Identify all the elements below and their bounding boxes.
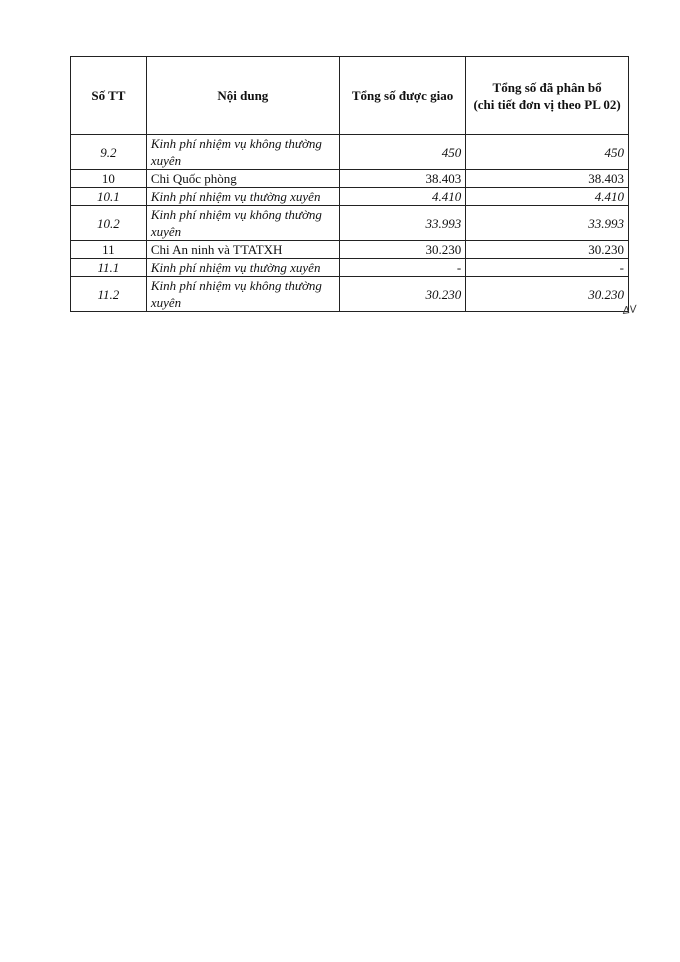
- row-da-phan-bo: 450: [466, 135, 629, 170]
- table-row: [71, 277, 629, 312]
- row-stt: 10.1: [71, 188, 147, 206]
- header-tong-da-phan-bo-line1: Tổng số đã phân bổ: [492, 79, 602, 95]
- handwritten-initials: ΔV: [622, 304, 638, 317]
- row-noi-dung: Chi An ninh và TTATXH: [146, 241, 339, 259]
- table-row: [71, 170, 629, 188]
- row-duoc-giao: 33.993: [339, 206, 465, 241]
- row-stt: 10: [71, 170, 147, 188]
- budget-allocation-table: [70, 56, 629, 312]
- row-da-phan-bo: 30.230: [466, 277, 629, 312]
- budget-table-container: [70, 56, 629, 312]
- row-stt: 11.2: [71, 277, 147, 312]
- row-noi-dung: Kinh phí nhiệm vụ không thường xuyên: [146, 135, 339, 170]
- table-header-row: [71, 57, 629, 135]
- row-da-phan-bo: 4.410: [466, 188, 629, 206]
- row-stt: 11: [71, 241, 147, 259]
- row-noi-dung: Kinh phí nhiệm vụ thường xuyên: [146, 259, 339, 277]
- row-da-phan-bo: 38.403: [466, 170, 629, 188]
- row-da-phan-bo: 30.230: [466, 241, 629, 259]
- row-duoc-giao: -: [339, 259, 465, 277]
- row-stt: 10.2: [71, 206, 147, 241]
- row-duoc-giao: 30.230: [339, 241, 465, 259]
- row-duoc-giao: 4.410: [339, 188, 465, 206]
- table-row: [71, 135, 629, 170]
- table-row: [71, 241, 629, 259]
- table-row: [71, 206, 629, 241]
- row-noi-dung: Kinh phí nhiệm vụ không thường xuyên: [146, 277, 339, 312]
- row-stt: 9.2: [71, 135, 147, 170]
- header-stt: Số TT: [71, 57, 147, 135]
- row-da-phan-bo: 33.993: [466, 206, 629, 241]
- row-duoc-giao: 450: [339, 135, 465, 170]
- row-noi-dung: Kinh phí nhiệm vụ không thường xuyên: [146, 206, 339, 241]
- header-tong-duoc-giao: Tổng số được giao: [339, 57, 465, 135]
- row-noi-dung: Chi Quốc phòng: [146, 170, 339, 188]
- row-duoc-giao: 38.403: [339, 170, 465, 188]
- table-row: [71, 259, 629, 277]
- row-da-phan-bo: -: [466, 259, 629, 277]
- row-noi-dung: Kinh phí nhiệm vụ thường xuyên: [146, 188, 339, 206]
- row-duoc-giao: 30.230: [339, 277, 465, 312]
- header-tong-da-phan-bo-line2: (chi tiết đơn vị theo PL 02): [473, 96, 621, 112]
- table-row: [71, 188, 629, 206]
- row-stt: 11.1: [71, 259, 147, 277]
- header-tong-da-phan-bo: [466, 57, 629, 135]
- header-noi-dung: Nội dung: [146, 57, 339, 135]
